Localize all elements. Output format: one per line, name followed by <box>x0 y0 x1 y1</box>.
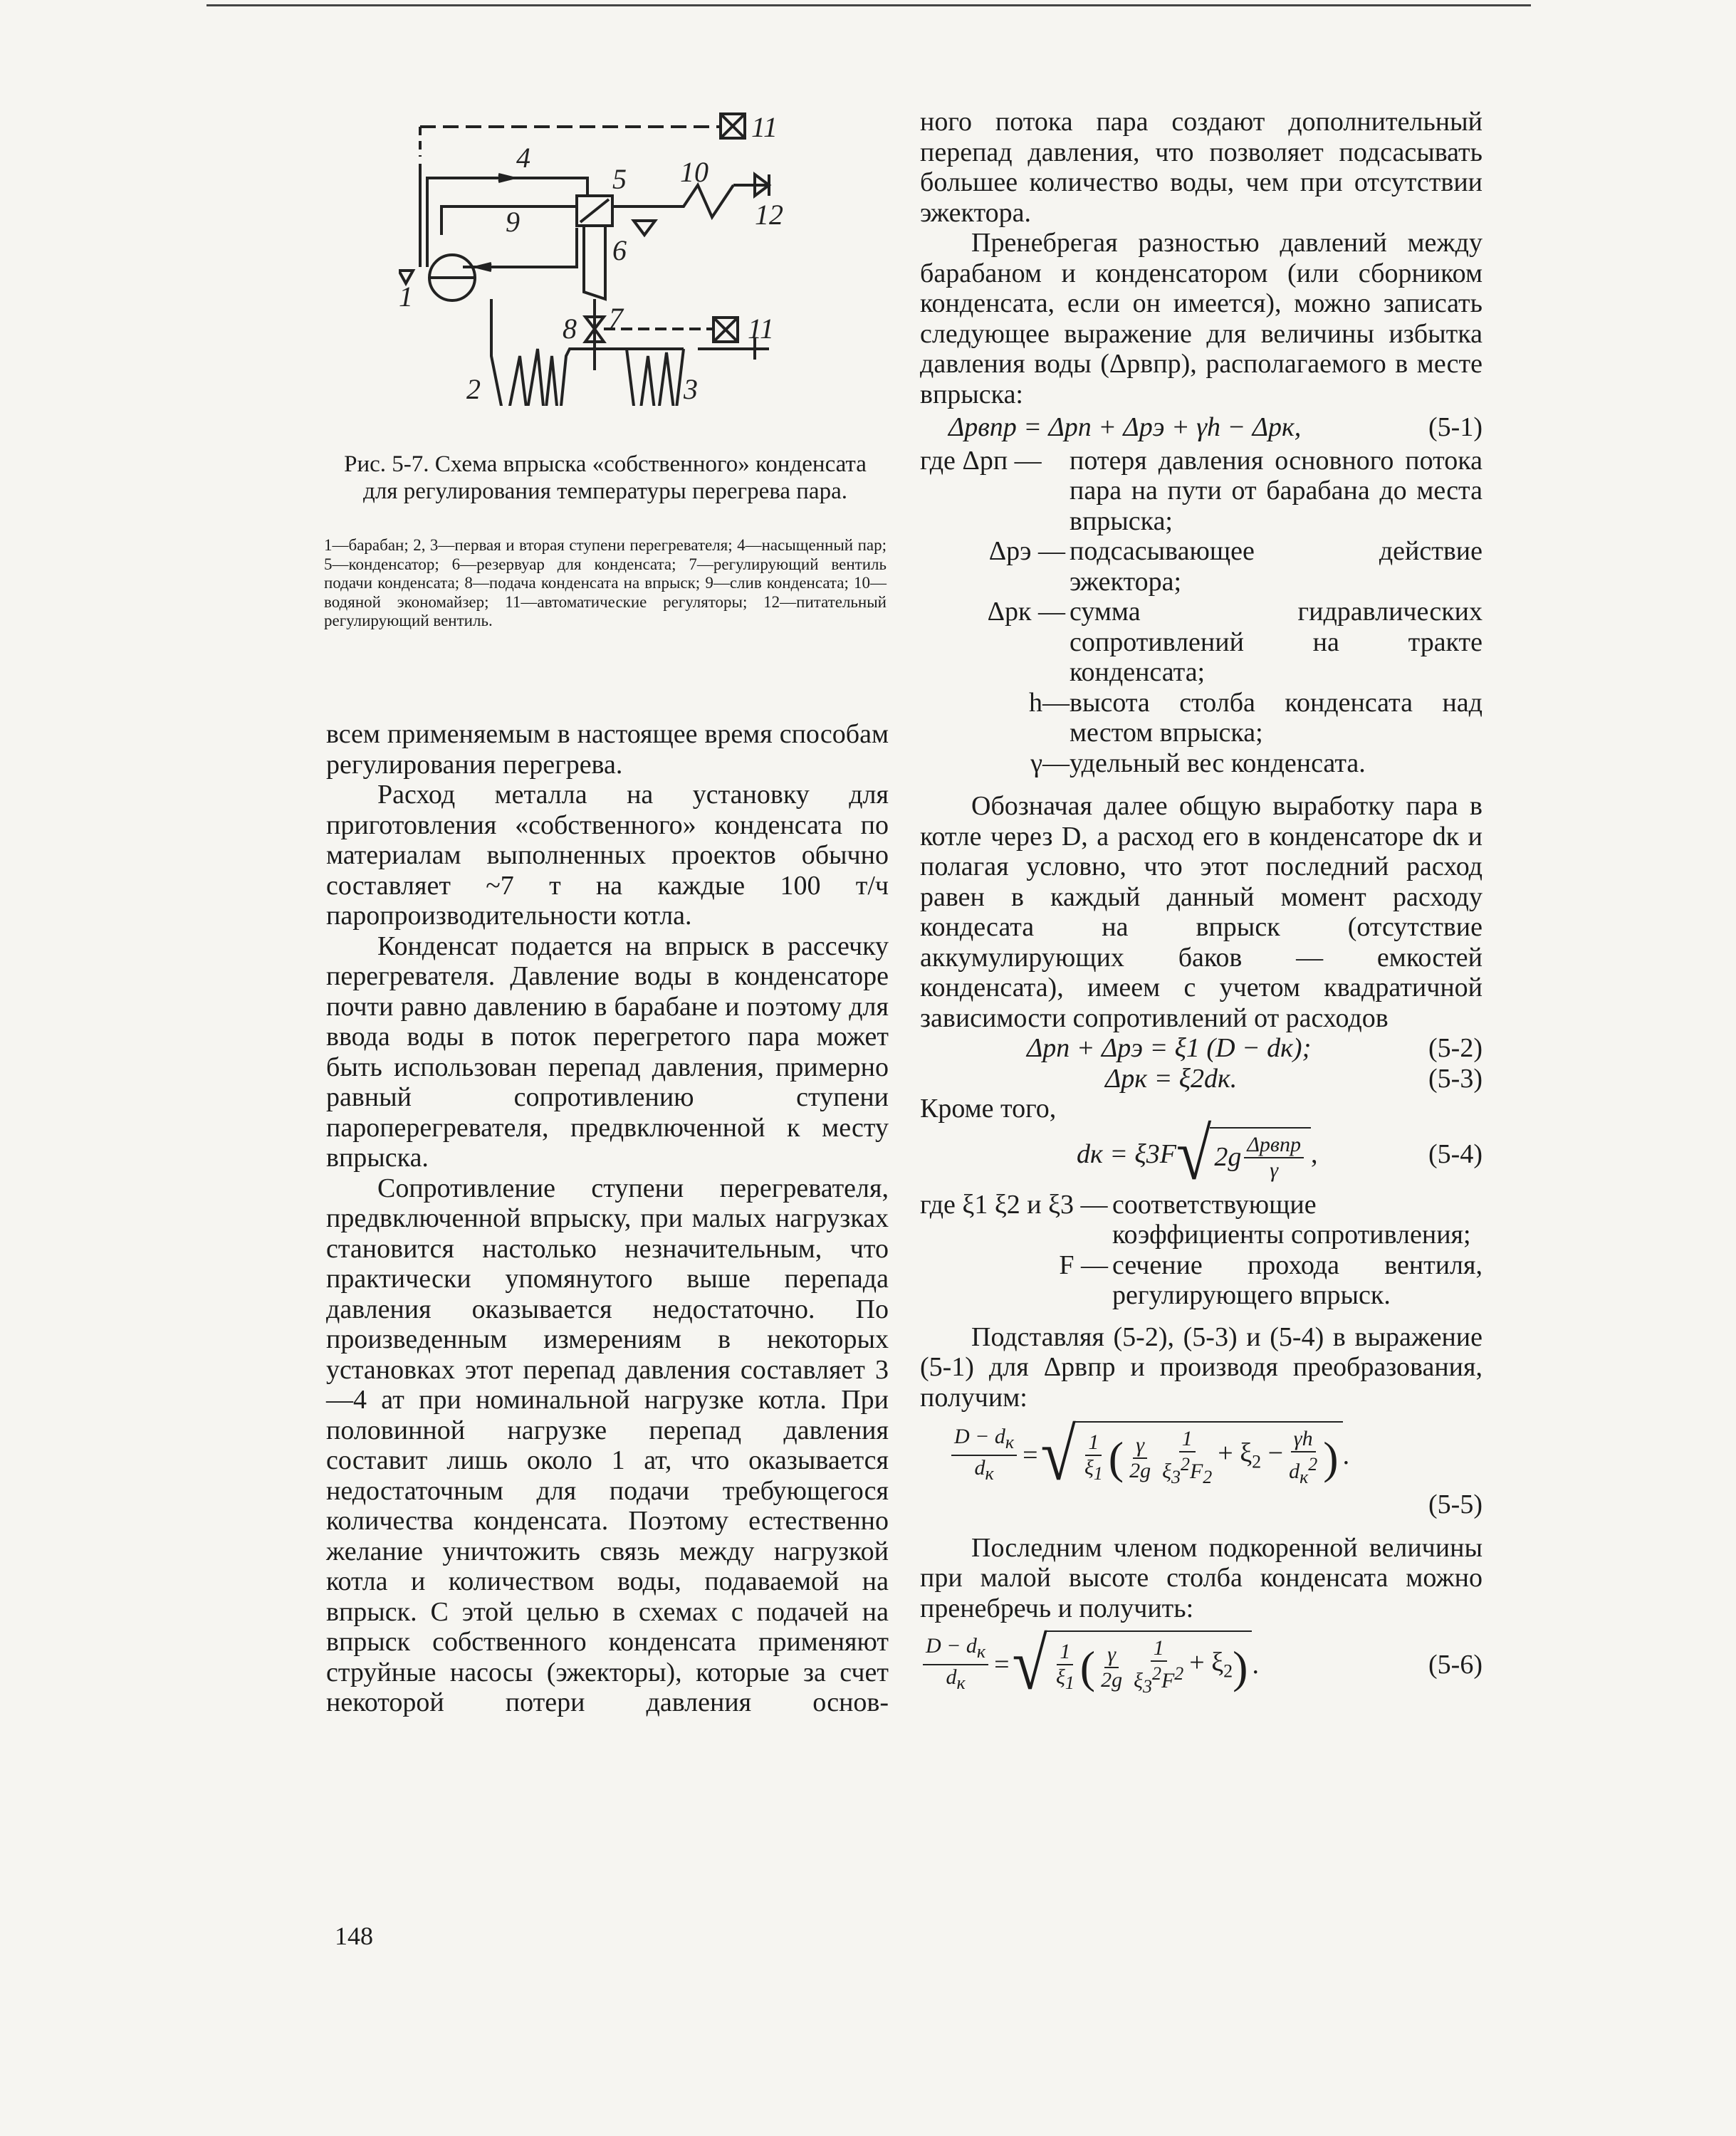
right-paragraph-4: Кроме того, <box>920 1094 1057 1124</box>
where-4-lead: h— <box>1029 687 1070 718</box>
right-paragraph-3: Обозначая далее общую выработку пара в котле через D, а расход его в конденсаторе dк и полагая условно, что этот последний расход равен в каждый данный момент расходу кондесата на впрыск (отсутствие аккумулирующих баков — емкостей конденсата), имеем с учетом квадратичной зависимости сопротивлений от расходов <box>920 791 1483 1033</box>
equation-5-1 <box>920 412 1483 443</box>
left-paragraph-3: Конденсат подается на впрыск в рассечку перегревателя. Давление воды в конденсаторе почти равно давлению в барабане и поэтому для ввода воды в поток перегретого пара может быть использован перепад давления, примерно равный сопротивлению ступени пароперегревателя, предвключенной к месту впрыска. <box>326 931 889 1173</box>
right-paragraph-1: ного потока пара создают дополнительный перепад давления, что позволяет подсасывать большее количество воды, чем при отсутствии эжектора. <box>920 107 1483 228</box>
left-column <box>326 719 889 1718</box>
where-3-lead: Δpк — <box>987 597 1065 627</box>
fig-label-11-top: 11 <box>751 111 778 143</box>
where-7-text: сечение прохода вентиля, регулирующего впрыск. <box>1112 1250 1483 1310</box>
right-paragraph-6: Последним членом подкоренной величины при малой высоте столба конденсата можно пренебречь и получить: <box>920 1532 1483 1623</box>
figure-schematic <box>399 107 883 406</box>
where-6 <box>920 1190 1483 1250</box>
equation-5-3 <box>920 1064 1483 1094</box>
equation-5-5-number: (5-5) <box>1428 1490 1483 1519</box>
equation-5-6 <box>920 1623 1483 1705</box>
where-1 <box>920 446 1483 537</box>
where-7-lead: F — <box>1059 1250 1108 1280</box>
fig-label-9: 9 <box>506 206 520 238</box>
left-paragraph-4: Сопротивление ступени перегревателя, предвключенной впрыску, при малых нагрузках становится настолько незначительным, что практически упомянутого выше перепада давления оказывается недостаточно. По произведенным измерениям в некоторых установках этот перепад давления составляет 3—4 ат при номинальной нагрузке котла. При половинной нагрузке перепад давления составит лишь около 1 ат, что оказывается недостаточным для подачи требующегося количества конденсата. Поэтому естественно желание уничтожить связь между нагрузкой котла и количеством воды, подаваемой на впрыск. С этой целью в схемах с подачей на впрыск собственного конденсата применяют струйные насосы (эжекторы), которые за счет некоторой потери давления основ- <box>326 1173 889 1717</box>
equation-5-6-body: $\frac{D - d_к}{d_к}$ = √ $\frac{1}{\xi_1}$ ( $\frac{\gamma}{2g}$ $\frac{1}{\xi_3^2F^2}$ + $\xi_2$ ) . <box>920 1630 1259 1699</box>
fig-label-3: 3 <box>684 373 698 405</box>
fig-label-4: 4 <box>516 142 530 174</box>
fig-label-5: 5 <box>612 163 627 195</box>
where-6-lead: где ξ1 ξ2 и ξ3 — <box>920 1189 1108 1220</box>
where-4 <box>920 688 1483 748</box>
where-2-lead: Δpэ — <box>988 536 1065 566</box>
equation-5-4-lhs: dк = ξ3F <box>1077 1139 1176 1170</box>
equation-5-4-numerator: Δpвпр <box>1244 1133 1304 1158</box>
where-3 <box>920 597 1483 688</box>
right-paragraph-5: Подставляя (5-2), (5-3) и (5-4) в выражение (5-1) для Δpвпр и производя преобразования, получим: <box>920 1321 1483 1413</box>
left-paragraph-2: Расход металла на установку для приготовления «собственного» конденсата по материалам выполненных проектов обычно составляет ~7 т на каждые 100 т/ч паропроизводительности котла. <box>326 780 889 931</box>
equation-5-4-fraction <box>1244 1133 1304 1183</box>
fig-label-11-bottom: 11 <box>748 313 775 345</box>
where-2 <box>920 536 1483 597</box>
left-paragraph-1: всем применяемым в настоящее время способам регулирования перегрева. <box>326 719 889 780</box>
equation-5-2-number: (5-2) <box>1428 1033 1483 1063</box>
equation-5-4-number: (5-4) <box>1428 1139 1483 1170</box>
top-rule <box>206 4 1531 6</box>
where-6-text: соответствующие коэффициенты сопротивления; <box>1112 1189 1471 1250</box>
fig-label-12: 12 <box>755 199 783 231</box>
where-5-text: удельный вес конденсата. <box>1070 748 1366 778</box>
equation-5-2-body: Δpп + Δpэ = ξ1 (D − dк); <box>1027 1033 1312 1063</box>
equation-5-5-lhs: $\frac{D - d_к}{d_к}$ <box>951 1425 1017 1486</box>
equation-5-6-number: (5-6) <box>1428 1649 1483 1680</box>
equation-5-4-radicand <box>1210 1127 1311 1183</box>
fig-label-6: 6 <box>612 234 627 266</box>
where-3-text: сумма гидравлических сопротивлений на тракте конденсата; <box>1070 597 1483 687</box>
equation-5-1-number: (5-1) <box>1428 412 1483 442</box>
equation-5-5-body: $\frac{D - d_к}{d_к}$ = √ $\frac{1}{\xi_1}$ ( $\frac{\gamma}{2g}$ $\frac{1}{\xi_3^2F_2}$ + $\xi_2$ − $\frac{\gamma h}{d_к^2}$ ) . <box>920 1421 1483 1490</box>
where-1-lead: где Δpп — <box>920 445 1042 476</box>
fig-label-1: 1 <box>399 281 413 313</box>
equation-5-3-number: (5-3) <box>1428 1063 1483 1094</box>
equation-5-3-body: Δpк = ξ2dк. <box>1105 1063 1238 1094</box>
sqrt-icon: √ <box>1012 1623 1047 1705</box>
equation-5-4-denominator: γ <box>1270 1158 1279 1182</box>
equation-5-4 <box>920 1114 1483 1195</box>
fig-label-8: 8 <box>563 313 577 345</box>
where-4-text: высота столба конденсата над местом впрыска; <box>1070 687 1483 748</box>
where-7 <box>920 1250 1483 1311</box>
figure-caption-title: Рис. 5-7. Схема впрыска «собственного» конденсата для регулирования температуры перегрева пара. <box>344 451 867 504</box>
figure-caption-legend: 1—барабан; 2, 3—первая и вторая ступени перегревателя; 4—насыщенный пар; 5—конденсатор; 6—резервуар для конденсата; 7—регулирующий вентиль подачи конденсата; 8—подача конденсата на впрыск; 9—слив конденсата; 10—водяной экономайзер; 11—автоматические регуляторы; 12—питательный регулирующий вентиль. <box>324 536 887 629</box>
right-column <box>920 107 1483 1705</box>
page-number: 148 <box>335 1922 373 1950</box>
where-2-text: подсасывающее действие эжектора; <box>1070 536 1483 597</box>
where-5 <box>920 748 1483 779</box>
equation-5-4-body: dк = ξ3F √ 2g $\frac{\text{Δpвпр}}{\gamma}$ , <box>1077 1114 1318 1195</box>
where-5-lead: γ— <box>1030 748 1070 778</box>
equation-5-1-body: Δpвпр = Δpп + Δpэ + γh − Δpк, <box>948 412 1302 442</box>
where-1-text: потеря давления основного потока пара на пути от барабана до места впрыска; <box>1070 445 1483 536</box>
sqrt-icon: √ <box>1040 1414 1076 1496</box>
equation-5-5 <box>920 1414 1483 1520</box>
sqrt-icon: √ <box>1176 1114 1212 1195</box>
equation-5-2 <box>920 1033 1483 1064</box>
fig-label-7: 7 <box>609 302 623 334</box>
right-paragraph-2: Пренебрегая разностью давлений между барабаном и конденсатором (или сборником конденсата, если он имеется), можно записать следующее выражение для величины избытка давления воды (Δpвпр), располагаемого в месте впрыска: <box>920 228 1483 409</box>
fig-label-10: 10 <box>680 156 708 188</box>
fig-label-2: 2 <box>466 373 481 405</box>
equation-5-4-2g: 2g <box>1214 1142 1242 1173</box>
